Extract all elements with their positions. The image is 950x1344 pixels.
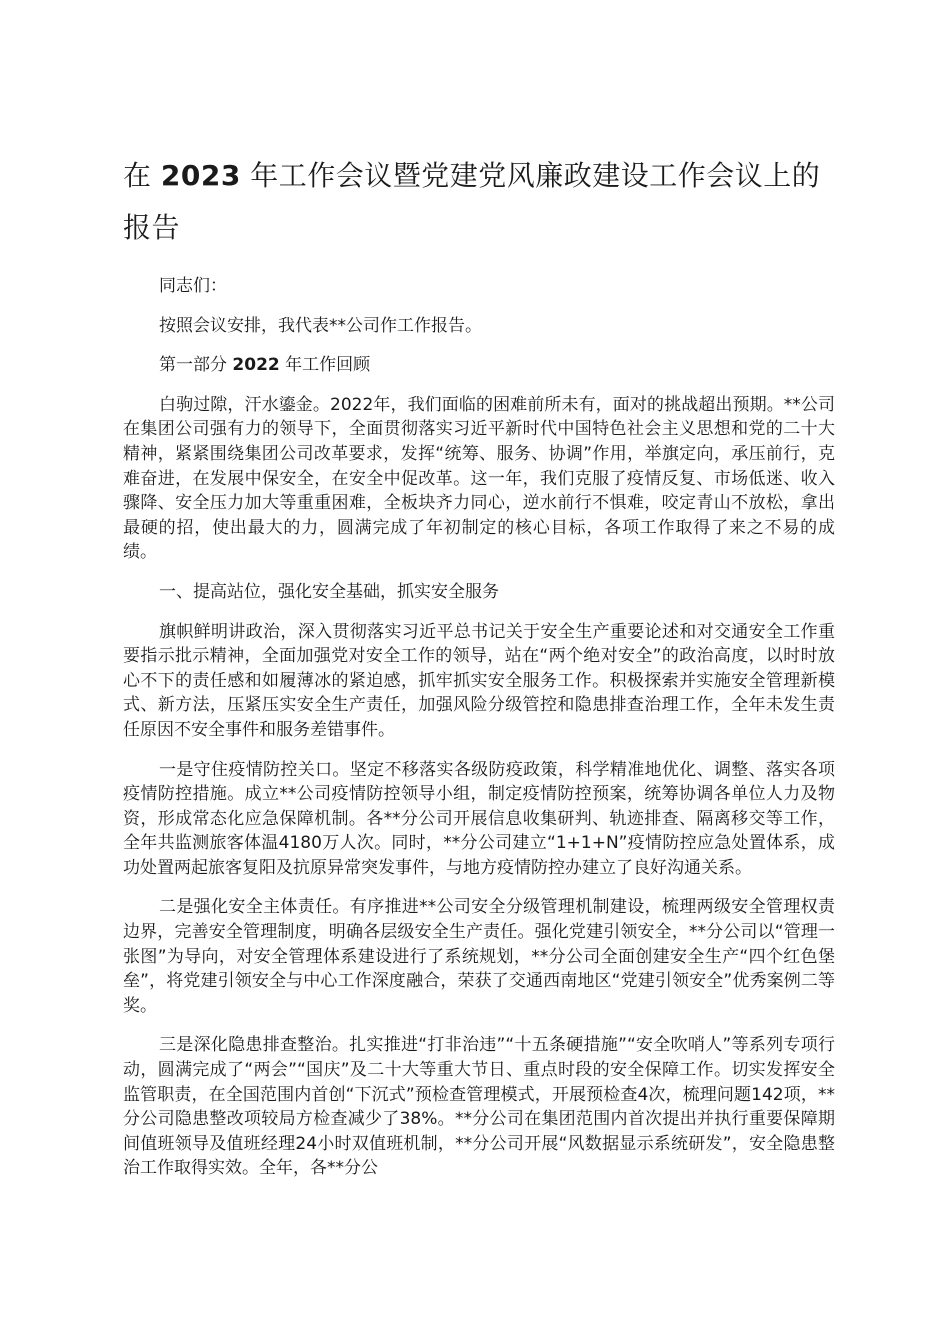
document-title [123, 150, 835, 254]
part-one-year: 2022 [232, 355, 280, 376]
title-prefix: 在 [123, 159, 152, 192]
body-paragraph: 旗帜鲜明讲政治，深入贯彻落实习近平总书记关于安全生产重要论述和对交通安全工作重要指示批示精神，全面加强党对安全工作的领导，站在“两个绝对安全”的政治高度，以时时放心不下的责任感和如履薄冰的紧迫感，抓牢抓实安全服务工作。积极探索并实施安全管理新模式、新方法，压紧压实安全生产责任，加强风险分级管控和隐患排查治理工作，全年未发生责任原因不安全事件和服务差错事件。 [123, 621, 835, 740]
part-one-prefix: 第一部分 [159, 355, 227, 376]
part-one-heading [123, 353, 835, 378]
section-heading: 一、提高站位，强化安全基础，抓实安全服务 [159, 581, 499, 602]
body-paragraph: 一是守住疫情防控关口。坚定不移落实各级防疫政策，科学精准地优化、调整、落实各项疫情防控措施。成立**公司疫情防控领导小组，制定疫情防控预案，统筹协调各单位人力及物资，形成常态化应急保障机制。各**分公司开展信息收集研判、轨迹排查、隔离移交等工作，全年共监测旅客体温4180万人次。同时，**分公司建立“1+1+N”疫情防控应急处置体系，成功处置两起旅客复阳及抗原异常突发事件，与地方疫情防控办建立了良好沟通关系。 [123, 759, 835, 878]
intro-paragraph: 按照会议安排，我代表**公司作工作报告。 [159, 315, 482, 336]
title-year: 2023 [160, 159, 241, 192]
document-page [123, 150, 835, 1196]
title-suffix: 年工作会议暨党建党风廉政建设工作会议上的报告 [123, 159, 821, 244]
salutation: 同志们： [159, 276, 227, 296]
body-paragraph: 白驹过隙，汗水鎏金。2022年，我们面临的困难前所未有，面对的挑战超出预期。**公司在集团公司强有力的领导下，全面贯彻落实习近平新时代中国特色社会主义思想和党的二十大精神，紧紧围绕集团公司改革要求，发挥“统筹、服务、协调”作用，举旗定向，承压前行，克难奋进，在发展中保安全，在安全中促改革。这一年，我们克服了疫情反复、市场低迷、收入骤降、安全压力加大等重重困难，全板块齐力同心，逆水前行不惧难，咬定青山不放松，拿出最硬的招，使出最大的力，圆满完成了年初制定的核心目标，各项工作取得了来之不易的成绩。 [123, 394, 835, 563]
part-one-suffix: 年工作回顾 [285, 355, 371, 376]
body-paragraph: 二是强化安全主体责任。有序推进**公司安全分级管理机制建设，梳理两级安全管理权责边界，完善安全管理制度，明确各层级安全生产责任。强化党建引领安全，**分公司以“管理一张图”为导向，对安全管理体系建设进行了系统规划，**分公司全面创建安全生产“四个红色堡垒”，将党建引领安全与中心工作深度融合，荣获了交通西南地区“党建引领安全”优秀案例二等奖。 [123, 897, 835, 1016]
body-paragraph: 三是深化隐患排查整治。扎实推进“打非治违”“十五条硬措施”“安全吹哨人”等系列专项行动，圆满完成了“两会”“国庆”及二十大等重大节日、重点时段的安全保障工作。切实发挥安全监管职责，在全国范围内首创“下沉式”预检查管理模式，开展预检查4次，梳理问题142项，**分公司隐患整改项较局方检查减少了38%。**分公司在集团范围内首次提出并执行重要保障期间值班领导及值班经理24小时双值班机制，**分公司开展“风数据显示系统研发”，安全隐患整治工作取得实效。全年，各**分公 [123, 1035, 835, 1179]
